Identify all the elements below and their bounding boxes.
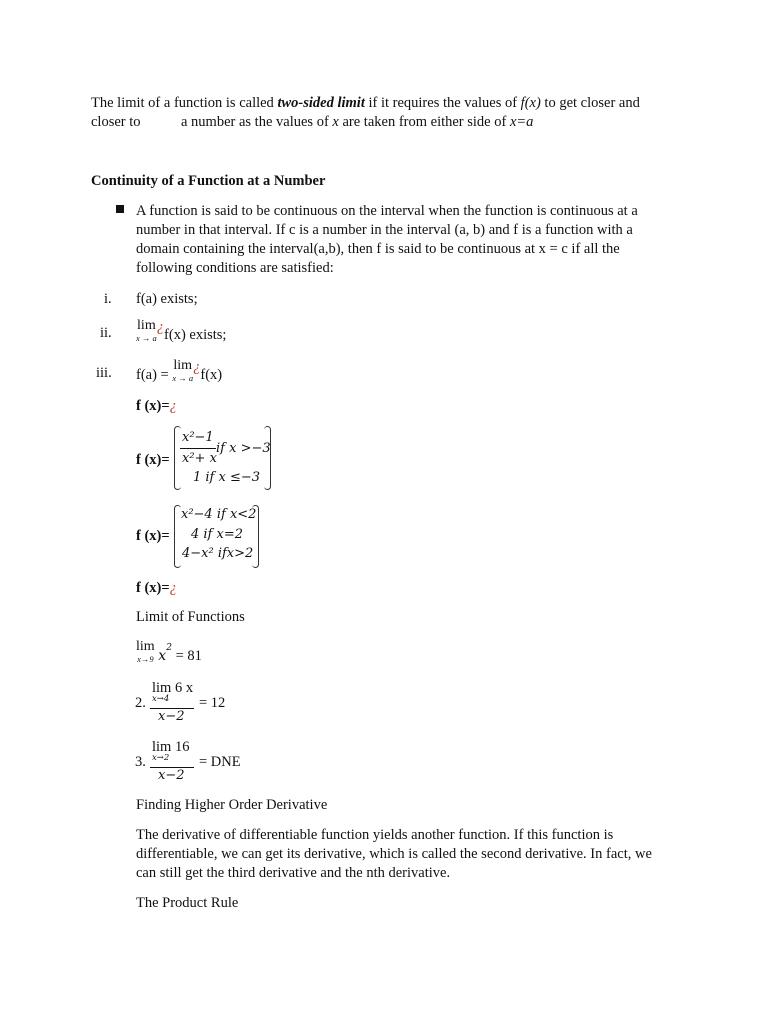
limit-operator: lim x → a (172, 358, 194, 383)
limit-example-3-top: lim 16 (152, 739, 190, 755)
condition-iii-expr: f(a) = lim x → a ¿f(x) (136, 358, 223, 383)
higher-order-title: Finding Higher Order Derivative (136, 797, 328, 813)
limit-example-1: lim x→9 $x^2 = 81$ (136, 639, 202, 664)
intro-line-2-rest: a number as the values of x are taken from either side of x=a (181, 114, 534, 130)
left-brace (174, 426, 181, 490)
limits-title: Limit of Functions (136, 609, 245, 625)
limit-example-3-number: 3. (135, 754, 146, 770)
bullet-line-2: number in that interval. If c is a number in the interval (a, b) and f is a function with a (136, 222, 633, 238)
intro-line-2: closer to (91, 114, 141, 130)
fraction-bar (180, 448, 216, 449)
function-2-label: f (x)= (136, 452, 170, 468)
limit-example-3-result: = DNE (199, 754, 241, 770)
limit-example-2-den: x−2 (158, 709, 185, 724)
function-3-label: f (x)= (136, 528, 170, 544)
limit-example-2-number: 2. (135, 695, 146, 711)
right-brace (264, 426, 271, 490)
condition-i-text: f(a) exists; (136, 291, 198, 307)
bullet-square-icon (116, 205, 124, 213)
condition-ii-expr: lim x → a ¿f(x) exists; (136, 318, 227, 343)
term-two-sided-limit: two-sided limit (277, 95, 365, 111)
higher-order-line-3: can still get the third derivative and the nth derivative. (136, 865, 451, 881)
limit-example-3-den: x−2 (158, 768, 185, 783)
limit-example-2-top: lim 6 x (152, 680, 194, 696)
function-1: f (x)=¿ (136, 398, 177, 414)
product-rule-title: The Product Rule (136, 895, 239, 911)
function-2-row-2: 1 if x ≤−3 (193, 470, 261, 485)
limit-operator: lim x → a (136, 318, 157, 343)
left-brace (174, 505, 181, 568)
function-2-condition-1: if x >−3 (216, 441, 271, 456)
intro-line-1: The limit of a function is called two-sided limit if it requires the values of f(x) to get closer and (91, 95, 640, 111)
limit-operator: lim x→9 (136, 639, 155, 664)
higher-order-line-2: differentiable, we can get its derivative, which is called the second derivative. In fact, we (136, 846, 652, 862)
bullet-line-3: domain containing the interval(a,b), then f is said to be continuous at x = c if all the (136, 241, 620, 257)
limit-example-2-result: = 12 (199, 695, 226, 711)
condition-ii-number: ii. (100, 325, 112, 341)
condition-iii-number: iii. (96, 365, 112, 381)
function-4: f (x)=¿ (136, 580, 177, 596)
function-3-row-1: x²−4 if x<2 (181, 507, 257, 522)
function-2-numerator: x²−1 (182, 430, 214, 445)
function-3-row-2: 4 if x=2 (191, 527, 243, 542)
higher-order-line-1: The derivative of differentiable function yields another function. If this function is (136, 827, 614, 843)
condition-i-number: i. (104, 291, 112, 307)
limit-example-2-sub: x→4 (152, 694, 170, 704)
bullet-line-1: A function is said to be continuous on the interval when the function is continuous at a (136, 203, 638, 219)
function-2-denominator: x²+ x (182, 451, 217, 466)
function-3-row-3: 4−x² ifx>2 (182, 546, 254, 561)
bullet-line-4: following conditions are satisfied: (136, 260, 334, 276)
section-heading: Continuity of a Function at a Number (91, 173, 326, 189)
limit-example-3-sub: x→2 (152, 753, 170, 763)
